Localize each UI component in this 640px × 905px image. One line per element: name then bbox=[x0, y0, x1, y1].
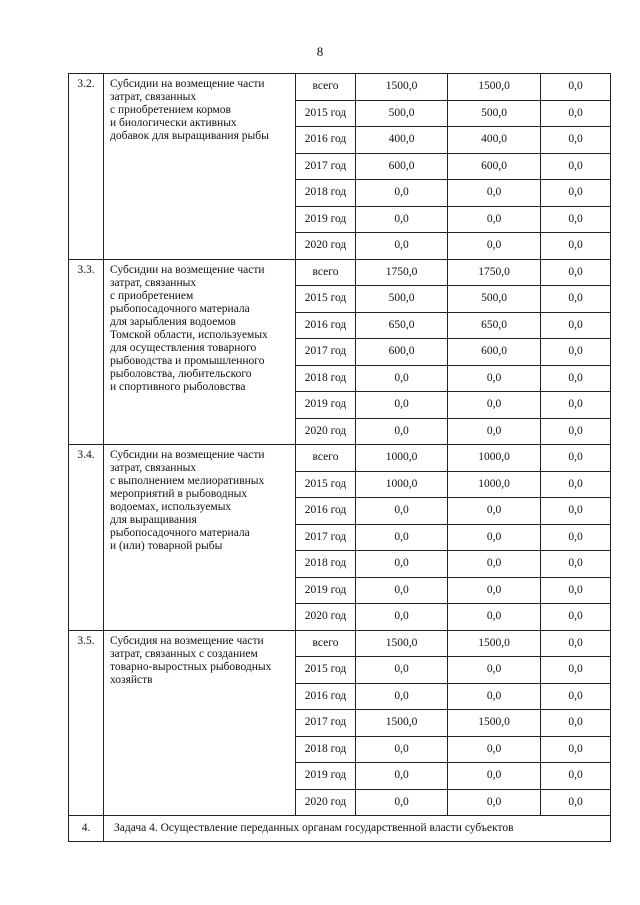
value-cell-regional: 0,0 bbox=[448, 365, 541, 392]
value-cell-regional: 0,0 bbox=[448, 233, 541, 260]
year-cell: 2019 год bbox=[296, 763, 356, 790]
value-cell-total: 0,0 bbox=[356, 498, 448, 525]
value-cell-regional: 1500,0 bbox=[448, 74, 541, 101]
value-cell-total: 0,0 bbox=[356, 365, 448, 392]
value-cell-other: 0,0 bbox=[541, 524, 611, 551]
value-cell-other: 0,0 bbox=[541, 312, 611, 339]
value-cell-other: 0,0 bbox=[541, 763, 611, 790]
item-description: Субсидии на возмещение части затрат, связанных с приобретением кормов и биологически активных добавок для выращивания рыбы bbox=[104, 74, 296, 260]
value-cell-total: 1000,0 bbox=[356, 471, 448, 498]
value-cell-regional: 0,0 bbox=[448, 657, 541, 684]
value-cell-other: 0,0 bbox=[541, 710, 611, 737]
value-cell-other: 0,0 bbox=[541, 153, 611, 180]
value-cell-total: 0,0 bbox=[356, 763, 448, 790]
value-cell-regional: 0,0 bbox=[448, 763, 541, 790]
item-description: Субсидия на возмещение части затрат, связанных с созданием товарно-выростных рыбоводных хозяйств bbox=[104, 630, 296, 816]
value-cell-regional: 400,0 bbox=[448, 127, 541, 154]
value-cell-other: 0,0 bbox=[541, 418, 611, 445]
year-cell: 2016 год bbox=[296, 683, 356, 710]
task-text: Задача 4. Осуществление переданных органам государственной власти субъектов bbox=[104, 816, 611, 842]
year-cell: всего bbox=[296, 630, 356, 657]
year-cell: 2015 год bbox=[296, 657, 356, 684]
value-cell-total: 1000,0 bbox=[356, 445, 448, 472]
value-cell-other: 0,0 bbox=[541, 365, 611, 392]
item-number: 3.3. bbox=[69, 259, 104, 445]
item-number: 3.5. bbox=[69, 630, 104, 816]
value-cell-total: 0,0 bbox=[356, 392, 448, 419]
value-cell-total: 0,0 bbox=[356, 233, 448, 260]
year-cell: 2016 год bbox=[296, 127, 356, 154]
value-cell-total: 0,0 bbox=[356, 657, 448, 684]
value-cell-total: 1500,0 bbox=[356, 710, 448, 737]
value-cell-regional: 0,0 bbox=[448, 551, 541, 578]
value-cell-regional: 1000,0 bbox=[448, 445, 541, 472]
value-cell-total: 400,0 bbox=[356, 127, 448, 154]
value-cell-regional: 1000,0 bbox=[448, 471, 541, 498]
year-cell: 2017 год bbox=[296, 710, 356, 737]
year-cell: 2015 год bbox=[296, 471, 356, 498]
value-cell-regional: 1500,0 bbox=[448, 710, 541, 737]
value-cell-other: 0,0 bbox=[541, 74, 611, 101]
value-cell-other: 0,0 bbox=[541, 498, 611, 525]
value-cell-total: 0,0 bbox=[356, 206, 448, 233]
year-cell: 2019 год bbox=[296, 392, 356, 419]
value-cell-total: 0,0 bbox=[356, 418, 448, 445]
value-cell-other: 0,0 bbox=[541, 339, 611, 366]
page-number: 8 bbox=[316, 44, 324, 59]
value-cell-total: 0,0 bbox=[356, 604, 448, 631]
table-row bbox=[69, 74, 611, 101]
year-cell: 2018 год bbox=[296, 365, 356, 392]
year-cell: 2019 год bbox=[296, 577, 356, 604]
year-cell: 2018 год bbox=[296, 551, 356, 578]
value-cell-regional: 0,0 bbox=[448, 392, 541, 419]
value-cell-regional: 0,0 bbox=[448, 577, 541, 604]
value-cell-regional: 500,0 bbox=[448, 286, 541, 313]
value-cell-other: 0,0 bbox=[541, 392, 611, 419]
item-description: Субсидии на возмещение части затрат, связанных с приобретением рыбопосадочного материала для зарыбления водоемов Томской области, используемых для осуществления товарного рыбоводства и промышленного рыболовства, любительского и спортивного рыболовства bbox=[104, 259, 296, 445]
item-number: 3.4. bbox=[69, 445, 104, 631]
value-cell-total: 1500,0 bbox=[356, 74, 448, 101]
year-cell: 2020 год bbox=[296, 233, 356, 260]
value-cell-total: 0,0 bbox=[356, 736, 448, 763]
value-cell-total: 0,0 bbox=[356, 180, 448, 207]
value-cell-other: 0,0 bbox=[541, 180, 611, 207]
year-cell: 2019 год bbox=[296, 206, 356, 233]
value-cell-other: 0,0 bbox=[541, 577, 611, 604]
task-number: 4. bbox=[69, 816, 104, 842]
year-cell: 2016 год bbox=[296, 498, 356, 525]
value-cell-regional: 600,0 bbox=[448, 153, 541, 180]
value-cell-regional: 1750,0 bbox=[448, 259, 541, 286]
task-row bbox=[69, 816, 611, 842]
value-cell-regional: 0,0 bbox=[448, 683, 541, 710]
value-cell-regional: 500,0 bbox=[448, 100, 541, 127]
value-cell-total: 600,0 bbox=[356, 339, 448, 366]
value-cell-regional: 600,0 bbox=[448, 339, 541, 366]
value-cell-regional: 0,0 bbox=[448, 206, 541, 233]
value-cell-total: 0,0 bbox=[356, 551, 448, 578]
year-cell: 2016 год bbox=[296, 312, 356, 339]
year-cell: 2017 год bbox=[296, 339, 356, 366]
value-cell-other: 0,0 bbox=[541, 259, 611, 286]
year-cell: 2015 год bbox=[296, 286, 356, 313]
value-cell-other: 0,0 bbox=[541, 683, 611, 710]
year-cell: 2015 год bbox=[296, 100, 356, 127]
table-row bbox=[69, 259, 611, 286]
value-cell-total: 500,0 bbox=[356, 286, 448, 313]
year-cell: всего bbox=[296, 259, 356, 286]
value-cell-other: 0,0 bbox=[541, 657, 611, 684]
value-cell-regional: 0,0 bbox=[448, 418, 541, 445]
item-number: 3.2. bbox=[69, 74, 104, 260]
value-cell-total: 1500,0 bbox=[356, 630, 448, 657]
value-cell-total: 0,0 bbox=[356, 683, 448, 710]
year-cell: всего bbox=[296, 445, 356, 472]
value-cell-regional: 1500,0 bbox=[448, 630, 541, 657]
table-row bbox=[69, 445, 611, 472]
year-cell: 2017 год bbox=[296, 524, 356, 551]
value-cell-total: 600,0 bbox=[356, 153, 448, 180]
value-cell-regional: 0,0 bbox=[448, 180, 541, 207]
value-cell-other: 0,0 bbox=[541, 471, 611, 498]
value-cell-other: 0,0 bbox=[541, 127, 611, 154]
value-cell-other: 0,0 bbox=[541, 445, 611, 472]
year-cell: 2020 год bbox=[296, 418, 356, 445]
table-row bbox=[69, 630, 611, 657]
value-cell-regional: 650,0 bbox=[448, 312, 541, 339]
value-cell-total: 0,0 bbox=[356, 524, 448, 551]
year-cell: 2017 год bbox=[296, 153, 356, 180]
value-cell-other: 0,0 bbox=[541, 100, 611, 127]
value-cell-total: 1750,0 bbox=[356, 259, 448, 286]
value-cell-other: 0,0 bbox=[541, 206, 611, 233]
value-cell-other: 0,0 bbox=[541, 286, 611, 313]
value-cell-other: 0,0 bbox=[541, 551, 611, 578]
value-cell-regional: 0,0 bbox=[448, 736, 541, 763]
value-cell-total: 500,0 bbox=[356, 100, 448, 127]
table-body bbox=[69, 74, 611, 842]
value-cell-regional: 0,0 bbox=[448, 524, 541, 551]
value-cell-other: 0,0 bbox=[541, 736, 611, 763]
value-cell-other: 0,0 bbox=[541, 604, 611, 631]
item-description: Субсидии на возмещение части затрат, связанных с выполнением мелиоративных мероприятий в рыбоводных водоемах, используемых для выращивания рыбопосадочного материала и (или) товарной рыбы bbox=[104, 445, 296, 631]
value-cell-other: 0,0 bbox=[541, 630, 611, 657]
value-cell-regional: 0,0 bbox=[448, 789, 541, 816]
value-cell-total: 0,0 bbox=[356, 789, 448, 816]
value-cell-other: 0,0 bbox=[541, 789, 611, 816]
value-cell-regional: 0,0 bbox=[448, 604, 541, 631]
value-cell-other: 0,0 bbox=[541, 233, 611, 260]
year-cell: 2018 год bbox=[296, 180, 356, 207]
year-cell: 2018 год bbox=[296, 736, 356, 763]
value-cell-total: 650,0 bbox=[356, 312, 448, 339]
value-cell-regional: 0,0 bbox=[448, 498, 541, 525]
value-cell-total: 0,0 bbox=[356, 577, 448, 604]
year-cell: всего bbox=[296, 74, 356, 101]
year-cell: 2020 год bbox=[296, 604, 356, 631]
budget-table bbox=[68, 73, 611, 842]
year-cell: 2020 год bbox=[296, 789, 356, 816]
